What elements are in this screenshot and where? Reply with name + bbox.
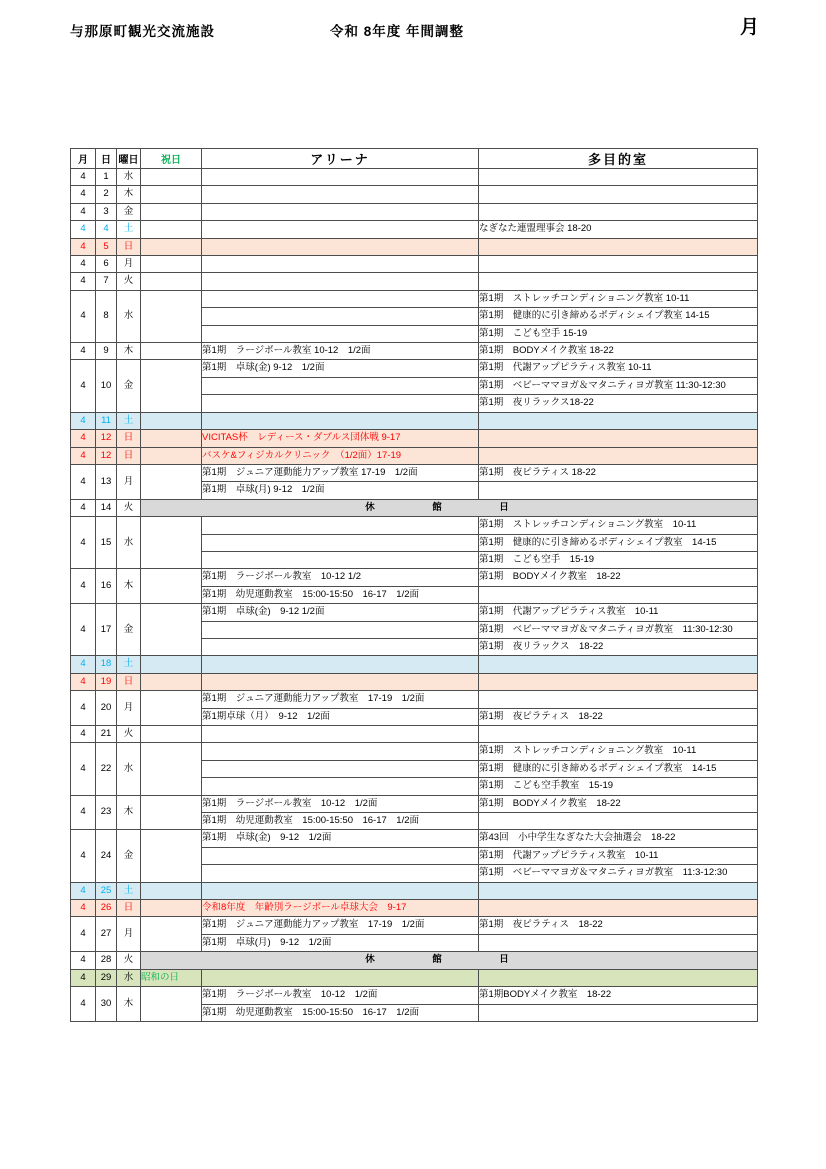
table-row — [71, 169, 758, 186]
holiday-cell — [141, 900, 202, 917]
month-cell: 4 — [71, 203, 96, 220]
table-row — [71, 743, 758, 760]
table-row — [71, 499, 758, 516]
weekday-cell: 火 — [117, 499, 141, 516]
month-cell: 4 — [71, 290, 96, 342]
table-row — [71, 430, 758, 447]
table-row — [71, 969, 758, 986]
multipurpose-cell: 第1期 ストレッチコンディショニング教室 10-11 — [479, 290, 758, 307]
arena-cell — [202, 308, 479, 325]
multipurpose-cell — [479, 412, 758, 429]
day-cell: 26 — [96, 900, 117, 917]
multipurpose-cell — [479, 169, 758, 186]
arena-cell: VICITAS杯 レディース・ダブルス団体戦 9-17 — [202, 430, 479, 447]
multipurpose-cell: 第1期 ベビーママヨガ＆マタニティヨガ教室 11:3-12:30 — [479, 865, 758, 882]
arena-cell: 第1期 ラージボール教室 10-12 1/2 — [202, 569, 479, 586]
table-row — [71, 656, 758, 673]
holiday-cell — [141, 517, 202, 569]
weekday-cell: 日 — [117, 238, 141, 255]
multipurpose-cell — [479, 969, 758, 986]
weekday-cell: 土 — [117, 656, 141, 673]
multipurpose-cell: 第1期 健康的に引き締めるボディシェイプ教室 14-15 — [479, 760, 758, 777]
weekday-cell: 日 — [117, 430, 141, 447]
month-cell: 4 — [71, 256, 96, 273]
facility-title: 与那原町観光交流施設 — [70, 24, 215, 39]
month-cell: 4 — [71, 917, 96, 952]
day-cell: 19 — [96, 673, 117, 690]
table-row — [71, 186, 758, 203]
month-cell: 4 — [71, 726, 96, 743]
weekday-cell: 金 — [117, 203, 141, 220]
weekday-cell: 火 — [117, 726, 141, 743]
calendar-table — [70, 148, 758, 1022]
month-cell: 4 — [71, 273, 96, 290]
table-row — [71, 604, 758, 621]
month-cell: 4 — [71, 969, 96, 986]
month-cell: 4 — [71, 604, 96, 656]
day-cell: 16 — [96, 569, 117, 604]
arena-cell — [202, 865, 479, 882]
weekday-cell: 土 — [117, 221, 141, 238]
multipurpose-cell: 第1期 BODYメイク教室 18-22 — [479, 569, 758, 586]
holiday-cell — [141, 830, 202, 882]
table-row — [71, 360, 758, 377]
table-row — [71, 726, 758, 743]
table-row — [71, 917, 758, 934]
arena-cell — [202, 377, 479, 394]
month-cell: 4 — [71, 499, 96, 516]
multipurpose-cell — [479, 447, 758, 464]
multipurpose-cell: なぎなた連盟理事会 18-20 — [479, 221, 758, 238]
col-header-month: 月 — [71, 149, 96, 169]
day-cell: 22 — [96, 743, 117, 795]
multipurpose-cell — [479, 273, 758, 290]
arena-cell: 第1期 卓球(金) 9-12 1/2面 — [202, 360, 479, 377]
day-cell: 18 — [96, 656, 117, 673]
arena-cell — [202, 256, 479, 273]
month-cell: 4 — [71, 569, 96, 604]
holiday-cell — [141, 464, 202, 499]
col-header-weekday: 曜日 — [117, 149, 141, 169]
multipurpose-cell — [479, 186, 758, 203]
weekday-cell: 木 — [117, 795, 141, 830]
holiday-cell — [141, 221, 202, 238]
table-row — [71, 412, 758, 429]
day-cell: 12 — [96, 430, 117, 447]
arena-cell — [202, 726, 479, 743]
arena-cell — [202, 517, 479, 534]
table-row — [71, 256, 758, 273]
closed-cell: 休 館 日 — [141, 499, 758, 516]
day-cell: 2 — [96, 186, 117, 203]
day-cell: 28 — [96, 952, 117, 969]
holiday-cell — [141, 917, 202, 952]
holiday-cell — [141, 447, 202, 464]
month-cell: 4 — [71, 186, 96, 203]
arena-cell: 第1期 ラージボール教室 10-12 1/2面 — [202, 987, 479, 1004]
calendar-body — [71, 169, 758, 1022]
weekday-cell: 月 — [117, 917, 141, 952]
day-cell: 14 — [96, 499, 117, 516]
arena-cell — [202, 395, 479, 412]
day-cell: 29 — [96, 969, 117, 986]
day-cell: 25 — [96, 882, 117, 899]
table-row — [71, 795, 758, 812]
weekday-cell: 金 — [117, 604, 141, 656]
arena-cell — [202, 169, 479, 186]
arena-cell — [202, 673, 479, 690]
arena-cell — [202, 186, 479, 203]
table-row — [71, 952, 758, 969]
holiday-cell — [141, 412, 202, 429]
arena-cell — [202, 221, 479, 238]
multipurpose-cell — [479, 1004, 758, 1021]
weekday-cell: 水 — [117, 517, 141, 569]
arena-cell — [202, 273, 479, 290]
holiday-cell — [141, 256, 202, 273]
table-row — [71, 203, 758, 220]
month-cell: 4 — [71, 517, 96, 569]
month-cell: 4 — [71, 987, 96, 1022]
day-cell: 8 — [96, 290, 117, 342]
day-cell: 15 — [96, 517, 117, 569]
multipurpose-cell — [479, 256, 758, 273]
multipurpose-cell: 第43回 小中学生なぎなた大会抽選会 18-22 — [479, 830, 758, 847]
day-cell: 9 — [96, 343, 117, 360]
weekday-cell: 木 — [117, 343, 141, 360]
holiday-cell — [141, 987, 202, 1022]
month-cell: 4 — [71, 360, 96, 412]
weekday-cell: 金 — [117, 830, 141, 882]
month-cell: 4 — [71, 447, 96, 464]
holiday-cell — [141, 169, 202, 186]
weekday-cell: 月 — [117, 256, 141, 273]
holiday-cell — [141, 795, 202, 830]
multipurpose-cell: 第1期 ストレッチコンディショニング教室 10-11 — [479, 743, 758, 760]
holiday-cell — [141, 430, 202, 447]
multipurpose-cell: 第1期 BODYメイク教室 18-22 — [479, 795, 758, 812]
arena-cell: 第1期 ジュニア運動能力アップ教室 17-19 1/2面 — [202, 917, 479, 934]
holiday-cell — [141, 343, 202, 360]
multipurpose-cell: 第1期BODYメイク教室 18-22 — [479, 987, 758, 1004]
multipurpose-cell: 第1期 夜リラックス18-22 — [479, 395, 758, 412]
multipurpose-cell — [479, 430, 758, 447]
holiday-cell — [141, 673, 202, 690]
multipurpose-cell: 第1期 こども空手 15-19 — [479, 325, 758, 342]
weekday-cell: 水 — [117, 743, 141, 795]
month-cell: 4 — [71, 169, 96, 186]
col-header-arena: アリーナ — [202, 149, 479, 169]
month-cell: 4 — [71, 743, 96, 795]
weekday-cell: 土 — [117, 882, 141, 899]
arena-cell — [202, 412, 479, 429]
arena-cell: 第1期 ジュニア運動能力アップ教室 17-19 1/2面 — [202, 464, 479, 481]
table-row — [71, 221, 758, 238]
arena-cell — [202, 882, 479, 899]
multipurpose-cell: 第1期 ベビーママヨガ＆マタニティヨガ教室 11:30-12:30 — [479, 377, 758, 394]
multipurpose-cell: 第1期 代謝アップピラティス教室 10-11 — [479, 847, 758, 864]
month-cell: 4 — [71, 464, 96, 499]
multipurpose-cell — [479, 656, 758, 673]
day-cell: 7 — [96, 273, 117, 290]
arena-cell: 第1期 卓球(金) 9-12 1/2面 — [202, 830, 479, 847]
arena-cell — [202, 238, 479, 255]
month-cell: 4 — [71, 430, 96, 447]
month-cell: 4 — [71, 952, 96, 969]
arena-cell: 第1期 卓球(金) 9-12 1/2面 — [202, 604, 479, 621]
holiday-cell — [141, 656, 202, 673]
col-header-day: 日 — [96, 149, 117, 169]
day-cell: 23 — [96, 795, 117, 830]
month-label: 月 — [740, 17, 760, 38]
weekday-cell: 水 — [117, 290, 141, 342]
table-row — [71, 290, 758, 307]
multipurpose-cell: 第1期 健康的に引き締めるボディシェイプ教室 14-15 — [479, 308, 758, 325]
weekday-cell: 日 — [117, 447, 141, 464]
arena-cell: 令和8年度 年齢別ラージボール卓球大会 9-17 — [202, 900, 479, 917]
col-header-multipurpose: 多目的室 — [479, 149, 758, 169]
weekday-cell: 日 — [117, 900, 141, 917]
holiday-cell — [141, 743, 202, 795]
arena-cell — [202, 760, 479, 777]
weekday-cell: 木 — [117, 569, 141, 604]
weekday-cell: 水 — [117, 169, 141, 186]
multipurpose-cell — [479, 934, 758, 951]
arena-cell — [202, 656, 479, 673]
table-row — [71, 238, 758, 255]
col-header-holiday: 祝日 — [141, 149, 202, 169]
multipurpose-cell: 第1期 代謝アップピラティス教室 10-11 — [479, 604, 758, 621]
holiday-cell — [141, 726, 202, 743]
weekday-cell: 木 — [117, 987, 141, 1022]
arena-cell: 第1期 ラージボール教室 10-12 1/2面 — [202, 343, 479, 360]
arena-cell: 第1期 幼児運動教室 15:00-15:50 16-17 1/2面 — [202, 1004, 479, 1021]
arena-cell — [202, 534, 479, 551]
day-cell: 13 — [96, 464, 117, 499]
weekday-cell: 月 — [117, 464, 141, 499]
multipurpose-cell: 第1期 ベビーママヨガ＆マタニティヨガ教室 11:30-12:30 — [479, 621, 758, 638]
table-row — [71, 830, 758, 847]
holiday-cell — [141, 691, 202, 726]
table-row — [71, 447, 758, 464]
closed-cell: 休 館 日 — [141, 952, 758, 969]
month-cell: 4 — [71, 691, 96, 726]
day-cell: 4 — [96, 221, 117, 238]
arena-cell — [202, 325, 479, 342]
multipurpose-cell: 第1期 夜ピラティス 18-22 — [479, 917, 758, 934]
holiday-cell — [141, 186, 202, 203]
multipurpose-cell: 第1期 健康的に引き締めるボディシェイプ教室 14-15 — [479, 534, 758, 551]
day-cell: 12 — [96, 447, 117, 464]
holiday-cell — [141, 882, 202, 899]
header-row — [71, 149, 758, 169]
table-row — [71, 464, 758, 481]
arena-cell — [202, 638, 479, 655]
table-row — [71, 517, 758, 534]
table-row — [71, 673, 758, 690]
day-cell: 6 — [96, 256, 117, 273]
weekday-cell: 火 — [117, 952, 141, 969]
multipurpose-cell — [479, 482, 758, 499]
arena-cell — [202, 203, 479, 220]
day-cell: 1 — [96, 169, 117, 186]
weekday-cell: 日 — [117, 673, 141, 690]
holiday-cell — [141, 290, 202, 342]
holiday-cell — [141, 360, 202, 412]
table-row — [71, 882, 758, 899]
multipurpose-cell — [479, 900, 758, 917]
day-cell: 27 — [96, 917, 117, 952]
multipurpose-cell: 第1期 代謝アップピラティス教室 10-11 — [479, 360, 758, 377]
arena-cell — [202, 621, 479, 638]
month-cell: 4 — [71, 343, 96, 360]
arena-cell: 第1期 幼児運動教室 15:00-15:50 16-17 1/2面 — [202, 813, 479, 830]
weekday-cell: 月 — [117, 691, 141, 726]
multipurpose-cell: 第1期 夜リラックス 18-22 — [479, 638, 758, 655]
multipurpose-cell — [479, 203, 758, 220]
month-cell: 4 — [71, 412, 96, 429]
multipurpose-cell — [479, 882, 758, 899]
holiday-cell — [141, 238, 202, 255]
table-row — [71, 900, 758, 917]
arena-cell — [202, 551, 479, 568]
multipurpose-cell — [479, 586, 758, 603]
arena-cell: 第1期 ラージボール教室 10-12 1/2面 — [202, 795, 479, 812]
multipurpose-cell: 第1期 夜ピラティス 18-22 — [479, 464, 758, 481]
multipurpose-cell — [479, 726, 758, 743]
table-row — [71, 343, 758, 360]
multipurpose-cell: 第1期 ストレッチコンディショニング教室 10-11 — [479, 517, 758, 534]
multipurpose-cell — [479, 238, 758, 255]
month-cell: 4 — [71, 830, 96, 882]
arena-cell — [202, 778, 479, 795]
weekday-cell: 水 — [117, 969, 141, 986]
arena-cell — [202, 847, 479, 864]
day-cell: 17 — [96, 604, 117, 656]
month-cell: 4 — [71, 673, 96, 690]
day-cell: 11 — [96, 412, 117, 429]
multipurpose-cell: 第1期 BODYメイク教室 18-22 — [479, 343, 758, 360]
arena-cell: 第1期 卓球(月) 9-12 1/2面 — [202, 482, 479, 499]
table-row — [71, 273, 758, 290]
holiday-cell — [141, 273, 202, 290]
table-row — [71, 569, 758, 586]
day-cell: 21 — [96, 726, 117, 743]
holiday-cell — [141, 604, 202, 656]
month-cell: 4 — [71, 238, 96, 255]
month-cell: 4 — [71, 221, 96, 238]
multipurpose-cell: 第1期 こども空手 15-19 — [479, 551, 758, 568]
day-cell: 5 — [96, 238, 117, 255]
multipurpose-cell — [479, 673, 758, 690]
day-cell: 20 — [96, 691, 117, 726]
arena-cell — [202, 290, 479, 307]
weekday-cell: 火 — [117, 273, 141, 290]
day-cell: 30 — [96, 987, 117, 1022]
day-cell: 3 — [96, 203, 117, 220]
holiday-cell — [141, 203, 202, 220]
arena-cell — [202, 969, 479, 986]
arena-cell: 第1期 ジュニア運動能力アップ教室 17-19 1/2面 — [202, 691, 479, 708]
month-cell: 4 — [71, 882, 96, 899]
month-cell: 4 — [71, 900, 96, 917]
table-row — [71, 691, 758, 708]
arena-cell: バスケ&フィジカルクリニック （1/2面）17-19 — [202, 447, 479, 464]
weekday-cell: 木 — [117, 186, 141, 203]
weekday-cell: 土 — [117, 412, 141, 429]
arena-cell — [202, 743, 479, 760]
multipurpose-cell: 第1期 こども空手教室 15-19 — [479, 778, 758, 795]
multipurpose-cell — [479, 813, 758, 830]
multipurpose-cell: 第1期 夜ピラティス 18-22 — [479, 708, 758, 725]
month-cell: 4 — [71, 656, 96, 673]
day-cell: 10 — [96, 360, 117, 412]
arena-cell: 第1期 卓球(月) 9-12 1/2面 — [202, 934, 479, 951]
table-row — [71, 987, 758, 1004]
day-cell: 24 — [96, 830, 117, 882]
holiday-cell — [141, 569, 202, 604]
arena-cell: 第1期卓球（月） 9-12 1/2面 — [202, 708, 479, 725]
month-cell: 4 — [71, 795, 96, 830]
arena-cell: 第1期 幼児運動教室 15:00-15:50 16-17 1/2面 — [202, 586, 479, 603]
multipurpose-cell — [479, 691, 758, 708]
holiday-cell: 昭和の日 — [141, 969, 202, 986]
weekday-cell: 金 — [117, 360, 141, 412]
fiscal-year-title: 令和 8年度 年間調整 — [330, 24, 465, 39]
